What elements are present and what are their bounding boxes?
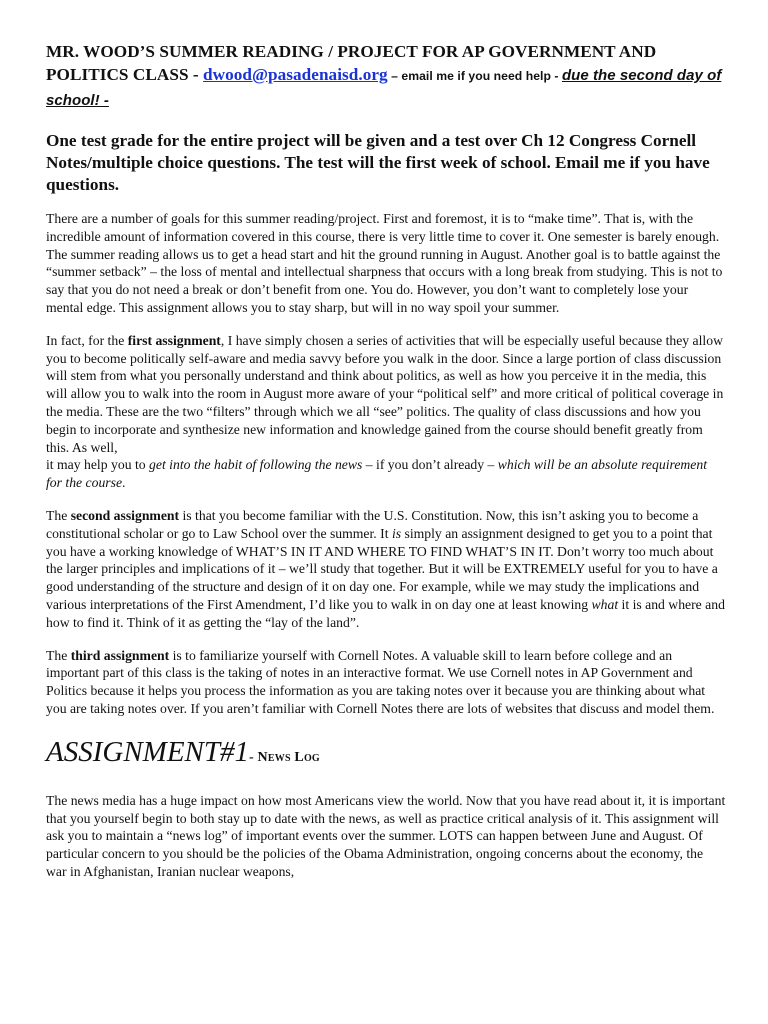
text-run: , I have simply chosen a series of activities that will be especially useful because they allow you to become politically self-aware and media savvy before you walk in the door. Since a large portion of class discussion will stem from what you personally understand and think about politics, as well as how you perceive it in the media, this will allow you to walk into the room in August more aware of your “political self” and more critical of political coverage in the media. These are the two “filters” through which we all “see” politics. The quality of class discussions and how you begin to incorporate and synthesize new information and knowledge gained from the course should benefit greatly from this. As well, xyxy=(46,332,724,455)
first-assignment-term: first assignment xyxy=(127,332,221,348)
text-run: The xyxy=(46,507,71,523)
second-assignment-term: second assignment xyxy=(70,507,180,523)
text-run: The xyxy=(46,647,71,663)
text-run: is to familiarize yourself with Cornell Notes. A valuable skill to learn before college and an important part of this class is the taking of notes in an interactive format. We use Cornell notes in AP Government and Politics because it helps you process the information as you are taking notes over it because you are thinking about what you are taking notes over. If you aren’t familiar with Cornell Notes there are lots of websites that discuss and model them. xyxy=(46,647,715,716)
assignment-1-heading xyxy=(46,735,726,775)
emphasis-text: get into the habit of following the news xyxy=(149,457,363,473)
email-link[interactable]: dwood@pasadenaisd.org xyxy=(203,65,388,84)
assignment-1-title: ASSIGNMENT#1 xyxy=(46,735,249,768)
emphasis-text: which will be an absolute requirement for the course xyxy=(46,457,707,491)
document-page xyxy=(46,40,726,881)
intro-statement: One test grade for the entire project will be given and a test over Ch 12 Congress Cornell Notes/multiple choice questions. The test will the first week of school. Email me if you have questions. xyxy=(46,131,710,194)
title-main: MR. WOOD’S SUMMER READING / PROJECT FOR AP GOVERNMENT AND POLITICS CLASS - xyxy=(46,42,657,84)
emphasis-text: what xyxy=(591,596,619,612)
text-run: – if you don’t already – xyxy=(362,457,498,473)
goals-paragraph: There are a number of goals for this summer reading/project. First and foremost, it is to “make time”. That is, with the incredible amount of information covered in this course, there is very little time to cover it. One semester is barely enough. The summer reading allows us to get a head start and hit the ground running in August. Another goal is to battle against the “summer setback” – the loss of mental and intellectual sharpness that occurs with a long break from studying. This is not to say that you do not need a break or don’t benefit from one. You do. However, you don’t want to completely lose your mental edge. This assignment allows you to stay sharp, but will in no way spoil your summer. xyxy=(46,211,723,315)
news-log-paragraph: The news media has a huge impact on how most Americans view the world. Now that you have read about it, it is important that you yourself begin to both stay up to date with the news, as well as practice critical analysis of it. This assignment will ask you to maintain a “news log” of important events over the summer. LOTS can happen between June and August. Of particular concern to you should be the policies of the Obama Administration, ongoing concerns about the economy, the war in Afghanistan, Iranian nuclear weapons, xyxy=(46,792,726,879)
third-assignment-paragraph xyxy=(46,647,726,718)
emphasis-text: is xyxy=(391,525,402,541)
assignment-1-subtitle: - News Log xyxy=(249,749,320,765)
text-run: is that you become familiar with the U.S. Constitution. Now, this isn’t asking you to become a constitutional scholar or go to Law School over the summer. It xyxy=(46,507,699,541)
text-run: it may help you to xyxy=(46,457,150,473)
text-run: simply an assignment designed to get you to a point that you have a working knowledge of WHAT’S IN IT AND WHERE TO FIND WHAT’S IN IT. Don’t worry too much about the larger principles and implications of it – we’ll study that together. But it will be EXTREMELY useful for you to have a good understanding of the structure and design of it on day one. For example, while we may study the implications and various interpretations of the First Amendment, I’d like you to walk in on day one at least knowing xyxy=(46,525,718,612)
third-assignment-term: third assignment xyxy=(70,647,170,663)
text-run: In fact, for the xyxy=(46,332,128,348)
page-title xyxy=(46,40,726,112)
first-assignment-paragraph xyxy=(46,332,726,492)
due-date-note: due the second day of school! - xyxy=(46,67,722,109)
second-assignment-paragraph xyxy=(46,507,726,632)
text-run: it is and where and how to find it. Think of it as getting the “lay of the land”. xyxy=(46,596,725,630)
help-note: – email me if you need help - xyxy=(387,69,562,83)
text-run: . xyxy=(122,475,126,491)
